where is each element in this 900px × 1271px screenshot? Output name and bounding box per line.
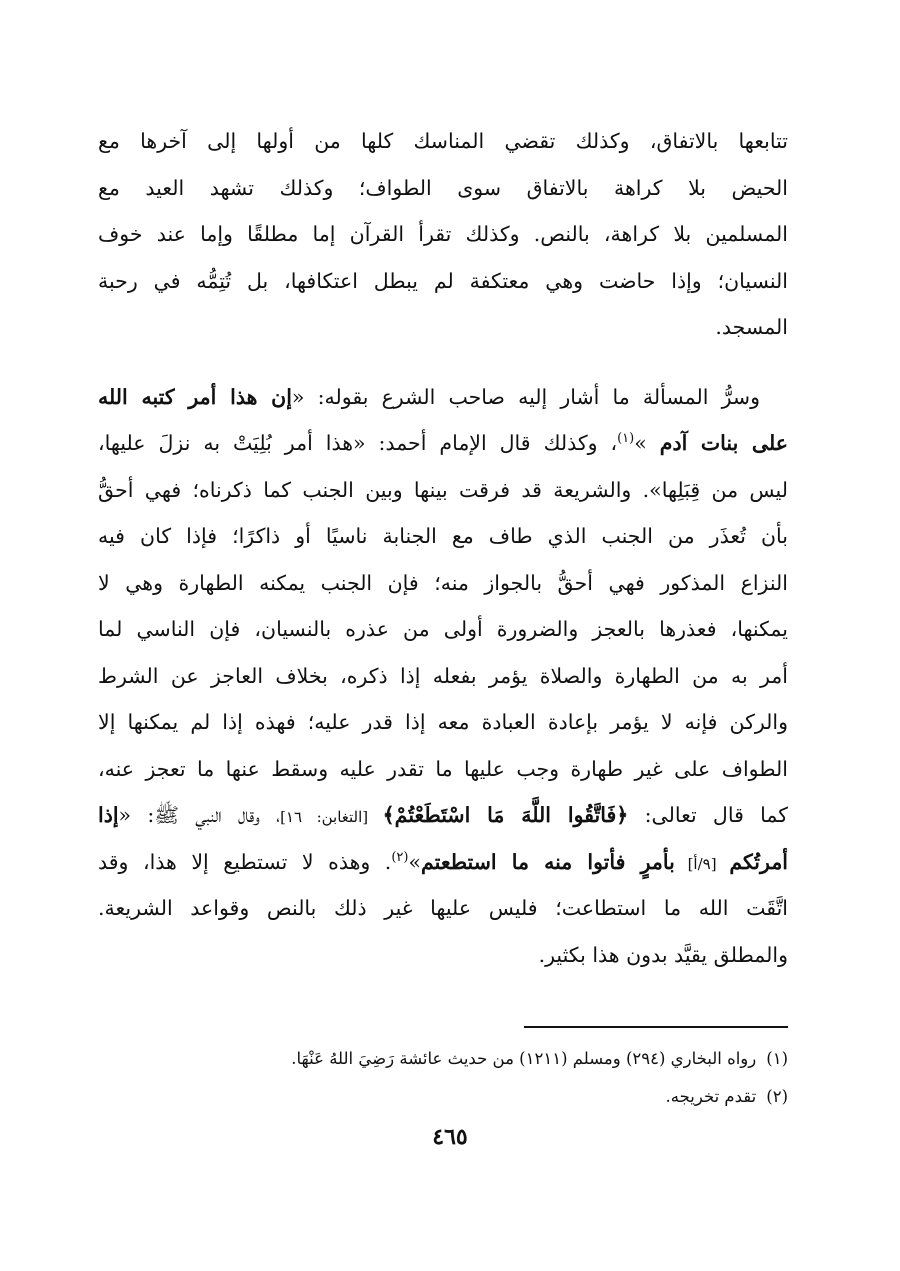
footnote-text: تقدم تخريجه. bbox=[665, 1087, 757, 1106]
text-line: ليس من قِبَلِها». والشريعة قد فرقت بينها وبين الجنب كما ذكرناه؛ فهي أحقُّ bbox=[98, 477, 788, 502]
text-line bbox=[98, 792, 788, 839]
text-segment: . وهذه لا تستطيع إلا هذا، وقد bbox=[98, 849, 392, 874]
footnote-number: (١) bbox=[766, 1049, 788, 1068]
text-line: اتَّقَت الله ما استطاعت؛ فليس عليها غير ذلك بالنص وقواعد الشريعة. bbox=[98, 896, 788, 920]
text-line: والركن فإنه لا يؤمر بإعادة العبادة معه إذا قدر عليه؛ فهذه إذا لم يمكنها إلا bbox=[98, 710, 788, 734]
footnote-divider bbox=[524, 1026, 788, 1028]
hadith-text: بأمرٍ فأتوا منه ما استطعتم bbox=[421, 849, 675, 874]
text-line: المسلمين بلا كراهة، بالنص. وكذلك تقرأ القرآن إما مطلقًا وإما عند خوف bbox=[98, 222, 788, 246]
footnote-number: (٢) bbox=[766, 1087, 788, 1106]
text-line: بأن تُعذَر من الجنب الذي طاف مع الجنابة ناسيًا أو ذاكرًا؛ فإذا كان فيه bbox=[98, 524, 788, 548]
hadith-text: أمرتُكم bbox=[729, 849, 788, 874]
footnote-marker: (٢) bbox=[391, 849, 409, 865]
text-line: يمكنها، فعذرها بالعجز والضرورة أولى من عذره بالنسيان، فإن الناسي لما bbox=[98, 617, 788, 641]
text-segment: » bbox=[634, 431, 660, 455]
text-line bbox=[98, 374, 788, 421]
hadith-text: إذا bbox=[98, 803, 119, 827]
text-line bbox=[98, 839, 788, 886]
footnote-item bbox=[98, 1040, 788, 1078]
text-line: تتابعها بالاتفاق، وكذلك تقضي المناسك كلها من أولها إلى آخرها مع bbox=[98, 129, 788, 153]
verse-reference: [التغابن: ١٦] bbox=[280, 808, 383, 826]
text-line: النسيان؛ وإذا حاضت وهي معتكفة لم يبطل اعتكافها، بل تُتِمُّه في رحبة bbox=[98, 268, 788, 293]
hadith-text: على بنات آدم bbox=[659, 431, 788, 455]
footnote-marker: (١) bbox=[617, 431, 635, 447]
text-segment: وسرُّ المسألة ما أشار إليه صاحب الشرع بقوله: « bbox=[291, 384, 760, 409]
text-line: أمر به من الطهارة والصلاة يؤمر بفعله إذا ذكره، بخلاف العاجز عن الشرط bbox=[98, 663, 788, 688]
text-line: الحيض بلا كراهة بالاتفاق سوى الطواف؛ وكذلك تشهد العيد مع bbox=[98, 175, 788, 200]
quran-verse: ﴿فَاتَّقُوا اللَّهَ مَا اسْتَطَعْتُمْ﴾ bbox=[382, 803, 629, 827]
text-line: والمطلق يقيَّد بدون هذا بكثير. bbox=[538, 942, 788, 967]
footnote-item bbox=[98, 1078, 788, 1116]
footnote-text: رواه البخاري (٢٩٤) ومسلم (١٢١١) من حديث عائشة رَضِيَ اللهُ عَنْهَا. bbox=[291, 1049, 757, 1068]
text-segment: ، وكذلك قال الإمام أحمد: «هذا أمر بُلِيَتْ به نزلَ عليها، bbox=[98, 431, 618, 455]
text-segment: ، وقال النبي ﷺ: « bbox=[118, 803, 281, 827]
text-line: المسجد. bbox=[715, 315, 788, 339]
manuscript-reference: [٩/أ] bbox=[674, 854, 730, 873]
text-line: النزاع المذكور فهي أحقُّ بالجواز منه؛ فإن الجنب يمكنه الطهارة وهي لا bbox=[98, 570, 788, 595]
page-number: ٤٦٥ bbox=[432, 1124, 468, 1150]
text-segment: كما قال تعالى: bbox=[628, 803, 788, 827]
main-text bbox=[98, 118, 788, 978]
text-line bbox=[98, 420, 788, 467]
text-line: الطواف على غير طهارة وجب عليها ما تقدر عليه وسقط عنها ما تعجز عنه، bbox=[98, 756, 788, 781]
hadith-text: إن هذا أمر كتبه الله bbox=[98, 384, 292, 409]
text-segment: » bbox=[408, 849, 422, 874]
footnotes bbox=[98, 1040, 788, 1116]
